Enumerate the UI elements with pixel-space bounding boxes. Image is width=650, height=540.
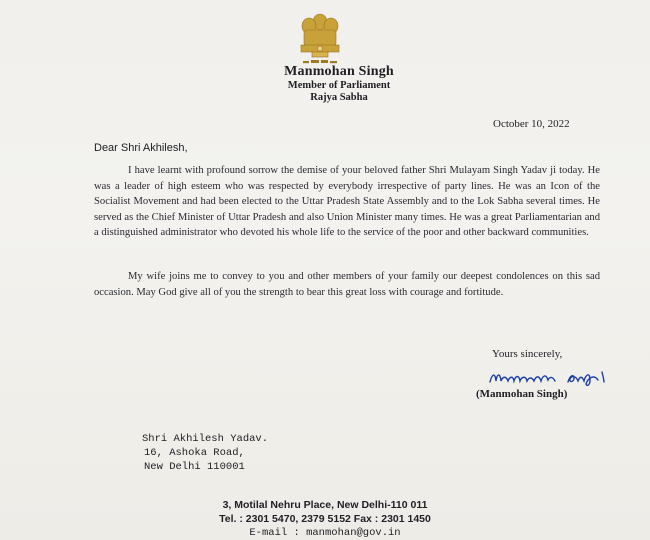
recipient-line-3: New Delhi 110001 — [144, 461, 245, 473]
body-paragraph-1: I have learnt with profound sorrow the demise of your beloved father Shri Mulayam Singh Yadav ji today. He was a leader of high esteem who was respected by everybody irrespective of party lines. He was an Icon of the Socialist Movement and had been elected to the Uttar Pradesh State Assembly and to the Lok Sabha several times. He served as the Chief Minister of Uttar Pradesh and also Union Minister many times. He was a great Parliamentarian and a distinguished administrator who devoted his whole life to the service of the poor and other backward communities. — [94, 165, 600, 239]
footer-address: 3, Motilal Nehru Place, New Delhi-110 011 — [222, 499, 428, 511]
national-emblem-icon — [290, 10, 350, 68]
signatory-name: (Manmohan Singh) — [476, 388, 568, 400]
letterhead — [0, 64, 650, 104]
sender-house: Rajya Sabha — [310, 92, 368, 103]
footer-email: E-mail : manmohan@gov.in — [249, 527, 401, 539]
sender-name: Manmohan Singh — [284, 64, 394, 79]
recipient-line-2: 16, Ashoka Road, — [144, 447, 245, 459]
footer-phone: Tel. : 2301 5470, 2379 5152 Fax : 2301 1450 — [219, 513, 431, 525]
body-paragraph-2: My wife joins me to convey to you and other members of your family our deepest condolences on this sad occasion. May God give all of you the strength to bear this great loss with courage and fortitude. — [94, 271, 600, 298]
recipient-address — [142, 432, 268, 474]
recipient-line-1: Shri Akhilesh Yadav. — [142, 433, 269, 445]
salutation: Dear Shri Akhilesh, — [94, 142, 188, 154]
signature — [486, 366, 616, 388]
letter-date: October 10, 2022 — [493, 118, 570, 130]
sender-designation: Member of Parliament — [287, 80, 391, 91]
closing: Yours sincerely, — [492, 348, 563, 360]
letterhead-footer — [0, 498, 650, 540]
